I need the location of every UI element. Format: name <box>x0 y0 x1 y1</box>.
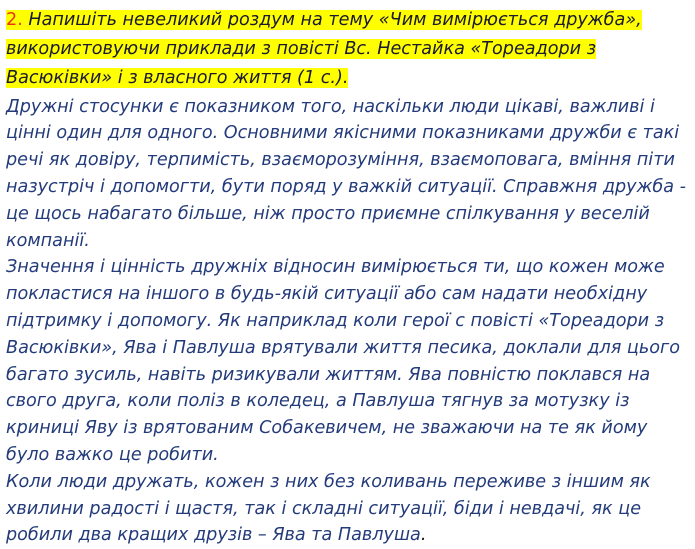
answer-paragraph-2: Значення і цінність дружніх відносин вимірюється ти, що кожен може покластися на іншого в будь-якій ситуації або сам надати необхідну підтримку і допомогу. Як наприклад коли герої с повісті «Тореадори з Васюківки», Ява і Павлуша врятували життя песика, доклали для цього багато зусиль, навіть ризикували життям. Ява повністю поклався на свого друга, коли поліз в коледец, а Павлуша тягнув за мотузку із криниці Яву із врятованим Собакевичем, не зважаючи на те як йому було важко це робити. <box>6 257 681 465</box>
answer-paragraph-3 <box>6 469 691 549</box>
answer-paragraph-3-text: Коли люди дружать, кожен з них без коливань переживе з іншим як хвилини радості і щастя, так і складні ситуації, біди і невдачі, як це робили два кращих друзів – Ява та Павлуша <box>6 471 651 546</box>
task-number: 2. <box>6 10 23 30</box>
task-highlight <box>6 10 642 88</box>
answer-body <box>6 94 691 549</box>
task-prompt <box>6 6 691 94</box>
answer-paragraph-1: Дружні стосунки є показником того, наскільки люди цікаві, важливі і цінні один для одного. Основними якісними показниками дружби є такі речі як довіру, терпимість, взаєморозуміння, взаємоповага, вміння піти назустріч і допомогти, бути поряд у важкій ситуації. Справжня дружба - це щось набагато більше, ніж просто приємне спілкування у веселій компанії. <box>6 96 686 251</box>
final-period: . <box>420 525 427 546</box>
task-text: Напишіть невеликий роздум на тему «Чим вимірюється дружба», використовуючи приклади з повісті Вс. Нестайка «Тореадори з Васюківки» і з власного життя (1 с.). <box>6 10 642 89</box>
